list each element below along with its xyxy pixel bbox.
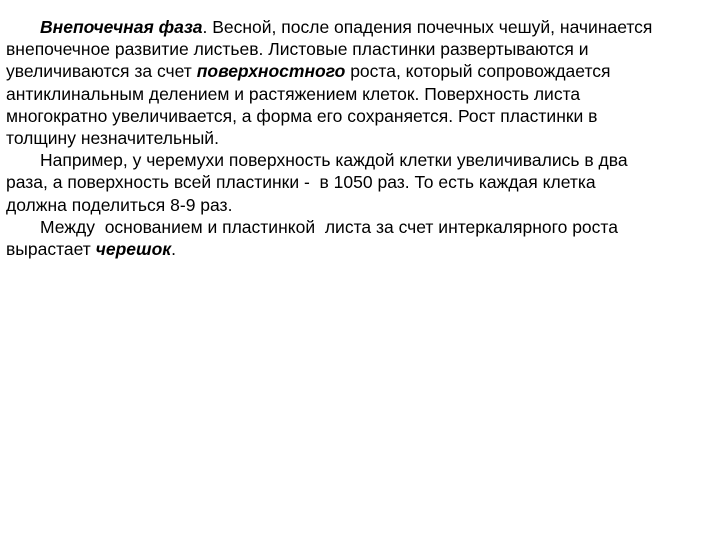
- text-span: . Весной, после опадения почечных чешуй, начинается: [202, 17, 653, 37]
- text-line: [6, 60, 706, 82]
- text-block: [6, 16, 706, 260]
- text-span: вырастает: [6, 239, 96, 260]
- text-line: Между основанием и пластинкой листа за счет интеркалярного роста: [40, 216, 618, 237]
- text-line: антиклинальным делением и растяжением клеток. Поверхность листа: [6, 83, 581, 104]
- term-surface-growth: поверхностного: [196, 61, 346, 82]
- term-extrabud-phase: Внепочечная фаза: [40, 17, 203, 37]
- text-line: толщину незначительный.: [6, 128, 219, 149]
- text-span: роста, который сопровождается: [345, 61, 611, 82]
- text-line: раза, а поверхность всей пластинки - в 1050 раз. То есть каждая клетка: [6, 172, 596, 193]
- term-petiole: черешок: [95, 239, 172, 260]
- text-line: [6, 16, 706, 38]
- text-span: .: [171, 239, 177, 260]
- text-line: Например, у черемухи поверхность каждой клетки увеличивались в два: [40, 150, 628, 171]
- paragraph-bird-cherry-example: [6, 149, 706, 216]
- text-line: должна поделиться 8-9 раз.: [6, 194, 233, 215]
- text-line: многократно увеличивается, а форма его сохраняется. Рост пластинки в: [6, 105, 598, 126]
- paragraph-petiole: [6, 216, 706, 260]
- paragraph-extrabud-phase: [6, 16, 706, 149]
- text-line: внепочечное развитие листьев. Листовые пластинки развертываются и: [6, 39, 589, 60]
- text-line: [6, 238, 706, 260]
- text-span: увеличиваются за счет: [6, 61, 197, 82]
